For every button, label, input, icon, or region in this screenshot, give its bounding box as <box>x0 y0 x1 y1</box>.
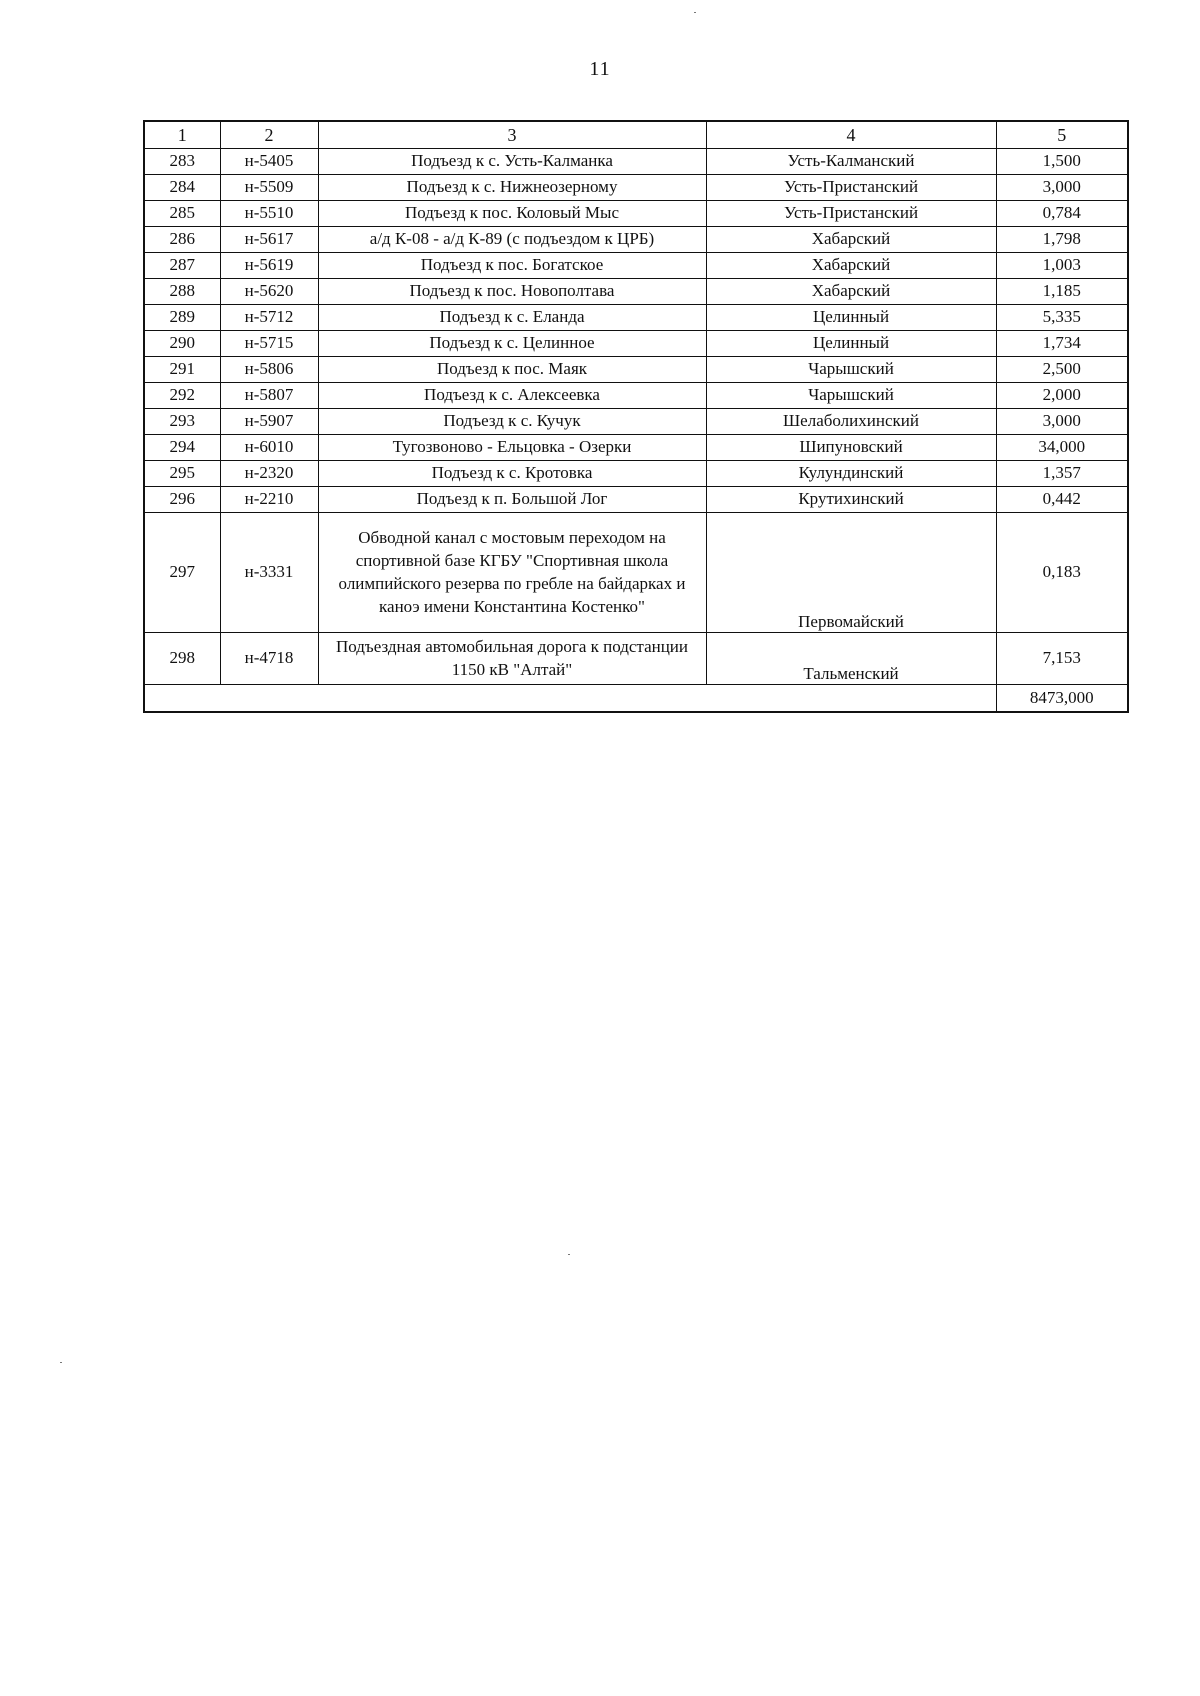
column-header: 1 <box>144 121 220 148</box>
scan-speck <box>60 1362 62 1363</box>
length-cell: 2,500 <box>996 356 1128 382</box>
district-cell: Усть-Калманский <box>706 148 996 174</box>
row-number-cell: 288 <box>144 278 220 304</box>
row-number-cell: 283 <box>144 148 220 174</box>
length-cell: 3,000 <box>996 174 1128 200</box>
total-length-cell: 8473,000 <box>996 684 1128 712</box>
road-code-cell: н-4718 <box>220 632 318 684</box>
length-cell: 1,003 <box>996 252 1128 278</box>
length-cell: 1,734 <box>996 330 1128 356</box>
road-name-cell: Обводной канал с мостовым переходом на спортивной базе КГБУ "Спортивная школа олимпийского резерва по гребле на байдарках и каноэ имени Константина Костенко" <box>318 512 706 632</box>
roads-table <box>143 120 1129 713</box>
page-number: 11 <box>589 58 611 80</box>
road-code-cell: н-5617 <box>220 226 318 252</box>
road-code-cell: н-2320 <box>220 460 318 486</box>
row-number-cell: 291 <box>144 356 220 382</box>
table-row <box>144 278 1128 304</box>
road-name-cell: Подъезд к с. Усть-Калманка <box>318 148 706 174</box>
row-number-cell: 284 <box>144 174 220 200</box>
length-cell: 0,784 <box>996 200 1128 226</box>
district-cell: Целинный <box>706 330 996 356</box>
row-number-cell: 290 <box>144 330 220 356</box>
district-cell: Крутихинский <box>706 486 996 512</box>
road-code-cell: н-5712 <box>220 304 318 330</box>
row-number-cell: 287 <box>144 252 220 278</box>
row-number-cell: 293 <box>144 408 220 434</box>
table-header-row <box>144 121 1128 148</box>
length-cell: 7,153 <box>996 632 1128 684</box>
district-cell: Чарышский <box>706 356 996 382</box>
road-name-cell: Подъезд к с. Кротовка <box>318 460 706 486</box>
table-row <box>144 632 1128 684</box>
table-row <box>144 200 1128 226</box>
length-cell: 1,185 <box>996 278 1128 304</box>
road-code-cell: н-5806 <box>220 356 318 382</box>
table-row <box>144 382 1128 408</box>
district-cell: Усть-Пристанский <box>706 174 996 200</box>
road-name-cell: Подъезд к п. Большой Лог <box>318 486 706 512</box>
table-row <box>144 434 1128 460</box>
road-code-cell: н-5619 <box>220 252 318 278</box>
road-code-cell: н-5620 <box>220 278 318 304</box>
table-row <box>144 226 1128 252</box>
road-name-cell: Подъездная автомобильная дорога к подстанции 1150 кВ "Алтай" <box>318 632 706 684</box>
table-row <box>144 408 1128 434</box>
district-cell: Хабарский <box>706 278 996 304</box>
table-row <box>144 330 1128 356</box>
road-code-cell: н-5715 <box>220 330 318 356</box>
row-number-cell: 292 <box>144 382 220 408</box>
column-header: 3 <box>318 121 706 148</box>
row-number-cell: 296 <box>144 486 220 512</box>
road-name-cell: Подъезд к с. Алексеевка <box>318 382 706 408</box>
road-code-cell: н-6010 <box>220 434 318 460</box>
road-name-cell: Подъезд к с. Целинное <box>318 330 706 356</box>
table-row <box>144 148 1128 174</box>
road-code-cell: н-5807 <box>220 382 318 408</box>
table-row <box>144 252 1128 278</box>
length-cell: 0,183 <box>996 512 1128 632</box>
road-code-cell: н-3331 <box>220 512 318 632</box>
road-name-cell: а/д К-08 - а/д К-89 (с подъездом к ЦРБ) <box>318 226 706 252</box>
total-blank-cell <box>144 684 996 712</box>
table-row <box>144 512 1128 632</box>
table-row <box>144 174 1128 200</box>
road-name-cell: Подъезд к с. Кучук <box>318 408 706 434</box>
table-row <box>144 356 1128 382</box>
table-row <box>144 304 1128 330</box>
road-code-cell: н-2210 <box>220 486 318 512</box>
district-cell: Шипуновский <box>706 434 996 460</box>
road-name-cell: Подъезд к с. Еланда <box>318 304 706 330</box>
road-name-cell: Подъезд к пос. Новополтава <box>318 278 706 304</box>
road-name-cell: Тугозвоново - Ельцовка - Озерки <box>318 434 706 460</box>
district-cell: Шелаболихинский <box>706 408 996 434</box>
row-number-cell: 289 <box>144 304 220 330</box>
road-code-cell: н-5907 <box>220 408 318 434</box>
table-row <box>144 486 1128 512</box>
row-number-cell: 295 <box>144 460 220 486</box>
length-cell: 34,000 <box>996 434 1128 460</box>
row-number-cell: 294 <box>144 434 220 460</box>
length-cell: 1,500 <box>996 148 1128 174</box>
road-code-cell: н-5509 <box>220 174 318 200</box>
road-code-cell: н-5405 <box>220 148 318 174</box>
scan-speck <box>568 1254 570 1255</box>
road-name-cell: Подъезд к с. Нижнеозерному <box>318 174 706 200</box>
district-cell: Первомайский <box>706 512 996 632</box>
column-header: 4 <box>706 121 996 148</box>
road-code-cell: н-5510 <box>220 200 318 226</box>
row-number-cell: 285 <box>144 200 220 226</box>
length-cell: 3,000 <box>996 408 1128 434</box>
table-row <box>144 460 1128 486</box>
scan-speck <box>694 12 696 13</box>
district-cell: Тальменский <box>706 632 996 684</box>
length-cell: 1,798 <box>996 226 1128 252</box>
length-cell: 0,442 <box>996 486 1128 512</box>
length-cell: 2,000 <box>996 382 1128 408</box>
district-cell: Целинный <box>706 304 996 330</box>
length-cell: 5,335 <box>996 304 1128 330</box>
column-header: 2 <box>220 121 318 148</box>
district-cell: Хабарский <box>706 252 996 278</box>
district-cell: Чарышский <box>706 382 996 408</box>
length-cell: 1,357 <box>996 460 1128 486</box>
district-cell: Усть-Пристанский <box>706 200 996 226</box>
road-name-cell: Подъезд к пос. Богатское <box>318 252 706 278</box>
district-cell: Хабарский <box>706 226 996 252</box>
road-name-cell: Подъезд к пос. Коловый Мыс <box>318 200 706 226</box>
row-number-cell: 286 <box>144 226 220 252</box>
district-cell: Кулундинский <box>706 460 996 486</box>
row-number-cell: 298 <box>144 632 220 684</box>
column-header: 5 <box>996 121 1128 148</box>
total-row <box>144 684 1128 712</box>
road-name-cell: Подъезд к пос. Маяк <box>318 356 706 382</box>
row-number-cell: 297 <box>144 512 220 632</box>
